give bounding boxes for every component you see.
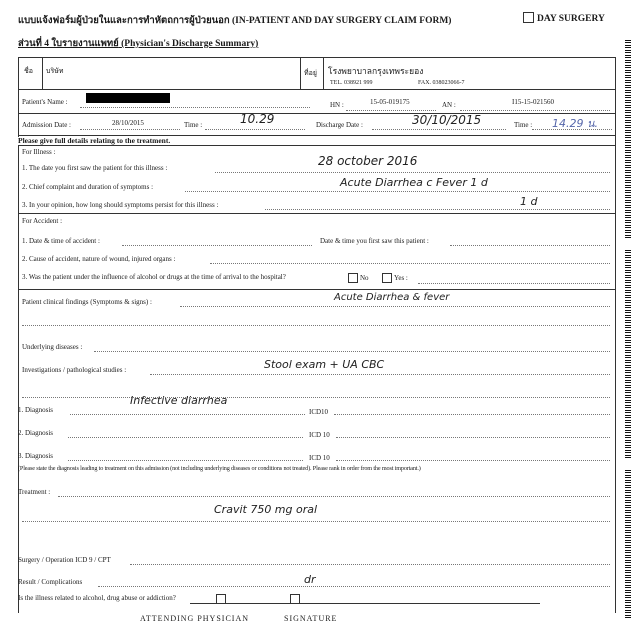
hospital-name-label: ชื่อ: [24, 67, 33, 75]
admission-date-label: Admission Date :: [22, 121, 71, 129]
discharge-time-label: Time :: [514, 121, 533, 129]
accident-heading: For Accident :: [22, 217, 63, 225]
admission-date-value: 28/10/2015: [112, 119, 144, 127]
rule: [18, 57, 616, 58]
rule: [18, 89, 616, 90]
findings-line: [180, 306, 610, 307]
icd10-3-label: ICD 10: [309, 454, 330, 462]
an-label: AN :: [442, 101, 456, 109]
result-line: [98, 586, 610, 587]
admission-time-value: 10.29: [240, 112, 275, 126]
investigations-label: Investigations / pathological studies :: [22, 366, 127, 374]
findings-value: Acute Diarrhea & fever: [334, 292, 450, 303]
diagnosis-3-label: 3. Diagnosis: [18, 452, 53, 460]
accident-yes-label: Yes :: [394, 274, 408, 282]
illness-a2-line: [185, 191, 610, 192]
surgery-label: Surgery / Operation ICD 9 / CPT: [18, 556, 111, 564]
hospital-address-label: ที่อยู่: [304, 69, 317, 77]
discharge-date-line: [372, 129, 506, 130]
an-value: I15-15-021560: [512, 98, 554, 106]
diagnosis-3-line: [68, 460, 303, 461]
diagnosis-1-value: Infective diarrhea: [130, 394, 228, 407]
part-title: [18, 36, 258, 51]
accident-q2: 2. Cause of accident, nature of wound, injured organs :: [22, 255, 176, 263]
hospital-tel: TEL. 038921 999: [330, 80, 373, 86]
form-title-thai: แบบแจ้งฟอร์มผู้ป่วยในและการทำหัตถการผู้ป่วยนอก: [18, 16, 230, 26]
accident-q1: 1. Date & time of accident :: [22, 237, 100, 245]
hospital-fax: FAX. 038023066-7: [418, 80, 465, 86]
accident-q3: 3. Was the patient under the influence of alcohol or drugs at the time of arrival to the hospital?: [22, 273, 286, 281]
icd10-1-label: ICD10: [309, 408, 329, 416]
underlying-label: Underlying diseases :: [22, 343, 83, 351]
rule: [300, 57, 301, 89]
rule: [18, 145, 19, 613]
rule: [18, 213, 616, 214]
rule: [323, 57, 324, 89]
icd10-1-line: [334, 414, 610, 415]
hn-label: HN :: [330, 101, 344, 109]
diagnosis-note: (Please state the diagnosis leading to treatment on this admission (not including underlying diseases or conditions not treated). Please rank in order from the most important.): [18, 465, 421, 472]
rule: [615, 57, 616, 613]
accident-yes-line: [418, 283, 610, 284]
result-label: Result / Complications: [18, 578, 83, 586]
attending-physician-label: ATTENDING PHYSICIAN: [140, 614, 249, 623]
physician-scribble: dr: [304, 573, 316, 586]
rule: [18, 113, 616, 114]
illness-q2: 2. Chief complaint and duration of symptoms :: [22, 183, 154, 191]
icd10-2-label: ICD 10: [309, 431, 330, 439]
form-title-en: (IN-PATIENT AND DAY SURGERY CLAIM FORM): [231, 16, 452, 26]
diagnosis-2-line: [68, 437, 303, 438]
part-title-thai: ส่วนที่ 4 ใบรายงานแพทย์: [18, 39, 119, 49]
accident-q2-line: [210, 263, 610, 264]
rule: [190, 603, 540, 604]
day-surgery-label: DAY SURGERY: [537, 14, 605, 24]
barcode-strip: [625, 470, 631, 620]
admission-date-line: [80, 129, 180, 130]
accident-yes-checkbox[interactable]: [382, 273, 392, 283]
icd10-3-line: [336, 460, 610, 461]
admission-time-label: Time :: [184, 121, 203, 129]
underlying-line: [94, 351, 610, 352]
illness-a1: 28 october 2016: [318, 154, 418, 168]
signature-label: SIGNATURE: [284, 614, 338, 623]
hn-value: 15-05-019175: [370, 98, 410, 106]
treatment-value: Cravit 750 mg oral: [214, 503, 318, 516]
illness-a1-line: [215, 172, 610, 173]
hospital-name-value: บริษัท: [46, 67, 64, 75]
discharge-time-value: 14.29 น.: [552, 117, 599, 130]
rule: [42, 57, 43, 89]
treatment-label: Treatment :: [18, 488, 51, 496]
illness-a3-line: [265, 209, 610, 210]
patient-name-label: Patient's Name :: [22, 98, 68, 106]
illness-heading: For Illness :: [22, 148, 56, 156]
discharge-date-value: 30/10/2015: [412, 113, 482, 127]
illness-q3: 3. In your opinion, how long should symptoms persist for this illness :: [22, 201, 219, 209]
hn-line: [346, 110, 436, 111]
diagnosis-2-label: 2. Diagnosis: [18, 429, 53, 437]
admission-time-line: [205, 129, 305, 130]
an-line: [460, 110, 610, 111]
accident-no-label: No: [360, 274, 369, 282]
accident-no-checkbox[interactable]: [348, 273, 358, 283]
rule: [18, 289, 616, 290]
patient-name-line: [80, 107, 310, 108]
part-title-en: (Physician's Discharge Summary): [121, 39, 259, 49]
discharge-date-label: Discharge Date :: [316, 121, 363, 129]
treatment-line-2: [22, 521, 610, 522]
patient-name-redaction: [86, 93, 170, 103]
findings-line-2: [22, 325, 610, 326]
barcode-strip: [625, 250, 631, 460]
barcode-strip: [625, 40, 631, 240]
hospital-stamp-name: โรงพยาบาลกรุงเทพระยอง: [328, 66, 424, 76]
illness-a2: Acute Diarrhea c Fever 1 d: [340, 176, 488, 189]
accident-q1b: Date & time you first saw this patient :: [320, 237, 429, 245]
treatment-line: [58, 496, 610, 497]
accident-q1-line: [122, 245, 312, 246]
investigations-value: Stool exam + UA CBC: [264, 358, 385, 371]
accident-q1b-line: [450, 245, 610, 246]
instructions: Please give full details relating to the treatment.: [18, 136, 171, 145]
investigations-line-2: [22, 397, 610, 398]
investigations-line: [150, 374, 610, 375]
day-surgery-checkbox[interactable]: [523, 12, 534, 23]
illness-q1: 1. The date you first saw the patient for this illness :: [22, 164, 168, 172]
diagnosis-1-label: 1. Diagnosis: [18, 406, 53, 414]
diagnosis-1-line: [70, 414, 305, 415]
surgery-line: [130, 564, 610, 565]
findings-label: Patient clinical findings (Symptoms & signs) :: [22, 298, 152, 306]
rule: [18, 145, 616, 146]
icd10-2-line: [336, 437, 610, 438]
rule: [18, 57, 19, 137]
illness-a3: 1 d: [520, 195, 538, 208]
form-title: [18, 13, 451, 28]
alcohol-question: Is the illness related to alcohol, drug abuse or addiction?: [18, 594, 176, 602]
